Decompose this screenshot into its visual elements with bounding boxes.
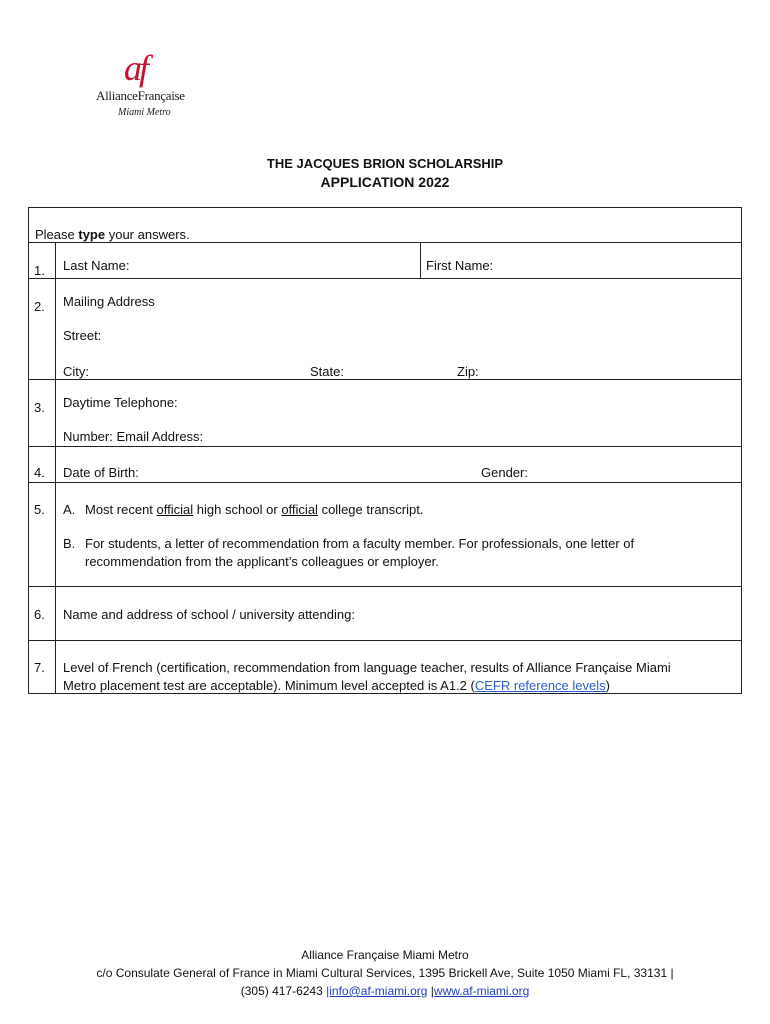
- row-divider: [28, 446, 742, 447]
- number-column-divider: [55, 242, 56, 694]
- number-email-field[interactable]: Number: Email Address:: [63, 429, 204, 444]
- document-subtitle: APPLICATION 2022: [320, 174, 450, 190]
- row-divider: [28, 482, 742, 483]
- row-number: 2.: [34, 299, 45, 314]
- row-number: 7.: [34, 660, 45, 675]
- row-number: 1.: [34, 263, 45, 278]
- footer-contact: (305) 417-6243 |info@af-miami.org |www.af-miami.org: [240, 984, 530, 998]
- alliance-francaise-logo: [96, 50, 196, 124]
- row-divider: [28, 278, 742, 279]
- recommendation-requirement-line1: For students, a letter of recommendation from a faculty member. For professionals, one letter of: [85, 536, 635, 551]
- gender-field[interactable]: Gender:: [481, 465, 528, 480]
- zip-field[interactable]: Zip:: [457, 364, 479, 379]
- transcript-requirement: Most recent official high school or official college transcript.: [85, 502, 424, 517]
- cefr-reference-link[interactable]: CEFR reference levels: [474, 678, 606, 693]
- row-number: 4.: [34, 465, 45, 480]
- logo-subtitle: Miami Metro: [118, 107, 171, 118]
- row-divider: [28, 586, 742, 587]
- row-divider: [28, 379, 742, 380]
- french-level-line1: Level of French (certification, recommendation from language teacher, results of Alliance Française Miami: [63, 660, 671, 675]
- last-name-field[interactable]: Last Name:: [63, 258, 130, 273]
- item-a-label: A.: [63, 502, 76, 517]
- french-level-line2: Metro placement test are acceptable). Minimum level accepted is A1.2 (CEFR reference levels): [63, 678, 610, 693]
- footer-organization: Alliance Française Miami Metro: [301, 948, 469, 962]
- logo-mark: af: [124, 48, 147, 88]
- item-b-label: B.: [63, 536, 76, 551]
- row-divider: [28, 640, 742, 641]
- street-field[interactable]: Street:: [63, 328, 102, 343]
- footer-address: c/o Consulate General of France in Miami Cultural Services, 1395 Brickell Ave, Suite 1050 Miami FL, 33131 |: [96, 966, 674, 980]
- mailing-address-label: Mailing Address: [63, 294, 155, 309]
- row-number: 5.: [34, 502, 45, 517]
- row-number: 3.: [34, 400, 45, 415]
- document-title: THE JACQUES BRION SCHOLARSHIP: [266, 156, 504, 171]
- logo-name: AllianceFrançaise: [96, 88, 185, 103]
- website-link[interactable]: www.af-miami.org: [433, 984, 530, 998]
- instructions: Please type your answers.: [35, 227, 190, 242]
- city-field[interactable]: City:: [63, 364, 89, 379]
- date-of-birth-field[interactable]: Date of Birth:: [63, 465, 139, 480]
- school-address-field[interactable]: Name and address of school / university attending:: [63, 607, 355, 622]
- email-link[interactable]: |info@af-miami.org: [326, 984, 428, 998]
- first-name-field[interactable]: First Name:: [426, 258, 494, 273]
- daytime-telephone-field[interactable]: Daytime Telephone:: [63, 395, 178, 410]
- recommendation-requirement-line2: recommendation from the applicant’s colleagues or employer.: [85, 554, 439, 569]
- row-number: 6.: [34, 607, 45, 622]
- name-column-divider: [420, 242, 421, 278]
- state-field[interactable]: State:: [310, 364, 344, 379]
